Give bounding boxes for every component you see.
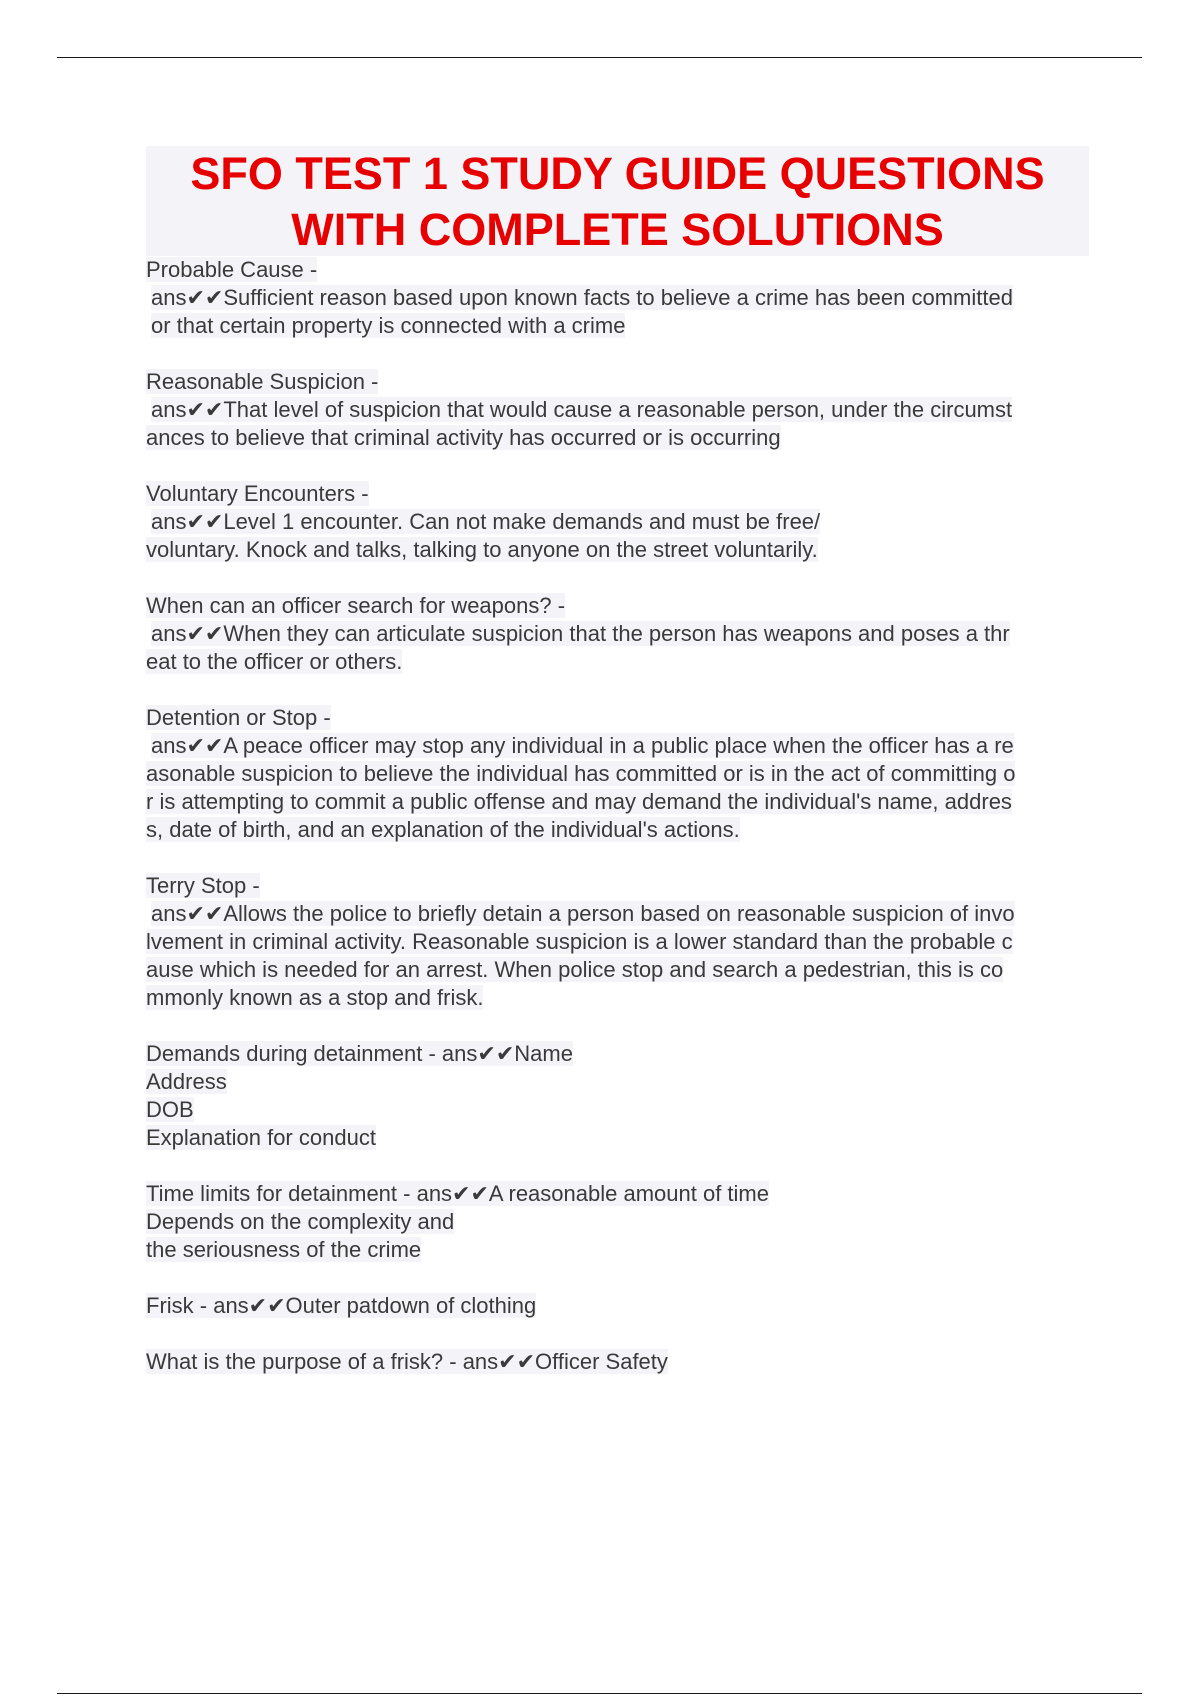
answer-text: voluntary. Knock and talks, talking to anyone on the street voluntarily. (146, 537, 818, 562)
top-rule (57, 57, 1142, 58)
qa-entry-detention-or-stop (146, 704, 1096, 844)
answer-text: the seriousness of the crime (146, 1237, 422, 1262)
question-text: Voluntary Encounters - (146, 481, 369, 506)
question-text: Terry Stop - (146, 873, 260, 898)
question-text: Reasonable Suspicion - (146, 369, 379, 394)
answer-text: ans✔✔Sufficient reason based upon known facts to believe a crime has been committed (151, 285, 1013, 310)
answer-text: ans✔✔That level of suspicion that would cause a reasonable person, under the circumst (151, 397, 1013, 422)
qa-entry-voluntary-encounters (146, 480, 1096, 564)
answer-text: ances to believe that criminal activity has occurred or is occurring (146, 425, 781, 450)
answer-text: ans✔✔Level 1 encounter. Can not make demands and must be free/ (151, 509, 821, 534)
qa-entry-detainment-demands (146, 1040, 1096, 1152)
question-text: When can an officer search for weapons? - (146, 593, 566, 618)
answer-text: ans✔✔When they can articulate suspicion that the person has weapons and poses a thr (151, 621, 1010, 646)
question-text: Detention or Stop - (146, 705, 331, 730)
answer-text: eat to the officer or others. (146, 649, 403, 674)
answer-text: ans✔✔Allows the police to briefly detain a person based on reasonable suspicion of invo (151, 901, 1015, 926)
title-line-1: SFO TEST 1 STUDY GUIDE QUESTIONS (190, 148, 1045, 199)
qa-entry-probable-cause (146, 256, 1096, 340)
qa-entry-frisk-purpose (146, 1348, 1096, 1376)
qa-entry-weapons-search (146, 592, 1096, 676)
answer-text: asonable suspicion to believe the individual has committed or is in the act of committing o (146, 761, 1016, 786)
answer-text: Depends on the complexity and (146, 1209, 455, 1234)
answer-text: DOB (146, 1097, 194, 1122)
answer-text: mmonly known as a stop and frisk. (146, 985, 484, 1010)
question-text: Frisk - ans✔✔Outer patdown of clothing (146, 1293, 537, 1318)
answer-text: s, date of birth, and an explanation of the individual's actions. (146, 817, 740, 842)
question-text: Demands during detainment - ans✔✔Name (146, 1041, 573, 1066)
answer-text: ans✔✔A peace officer may stop any individual in a public place when the officer has a re (151, 733, 1014, 758)
answer-text: or that certain property is connected with a crime (151, 313, 626, 338)
qa-list (146, 256, 1096, 1404)
answer-text: ause which is needed for an arrest. When police stop and search a pedestrian, this is co (146, 957, 1004, 982)
question-text: Time limits for detainment - ans✔✔A reasonable amount of time (146, 1181, 769, 1206)
qa-entry-frisk (146, 1292, 1096, 1320)
question-text: What is the purpose of a frisk? - ans✔✔Officer Safety (146, 1349, 668, 1374)
qa-entry-terry-stop (146, 872, 1096, 1012)
answer-text: lvement in criminal activity. Reasonable suspicion is a lower standard than the probable c (146, 929, 1013, 954)
answer-text: r is attempting to commit a public offense and may demand the individual's name, addres (146, 789, 1012, 814)
document-title (146, 146, 1089, 256)
answer-text: Explanation for conduct (146, 1125, 376, 1150)
qa-entry-time-limits (146, 1180, 1096, 1264)
bottom-rule (57, 1693, 1142, 1694)
question-text: Probable Cause - (146, 257, 318, 282)
answer-text: Address (146, 1069, 227, 1094)
title-line-2: WITH COMPLETE SOLUTIONS (291, 204, 944, 255)
qa-entry-reasonable-suspicion (146, 368, 1096, 452)
